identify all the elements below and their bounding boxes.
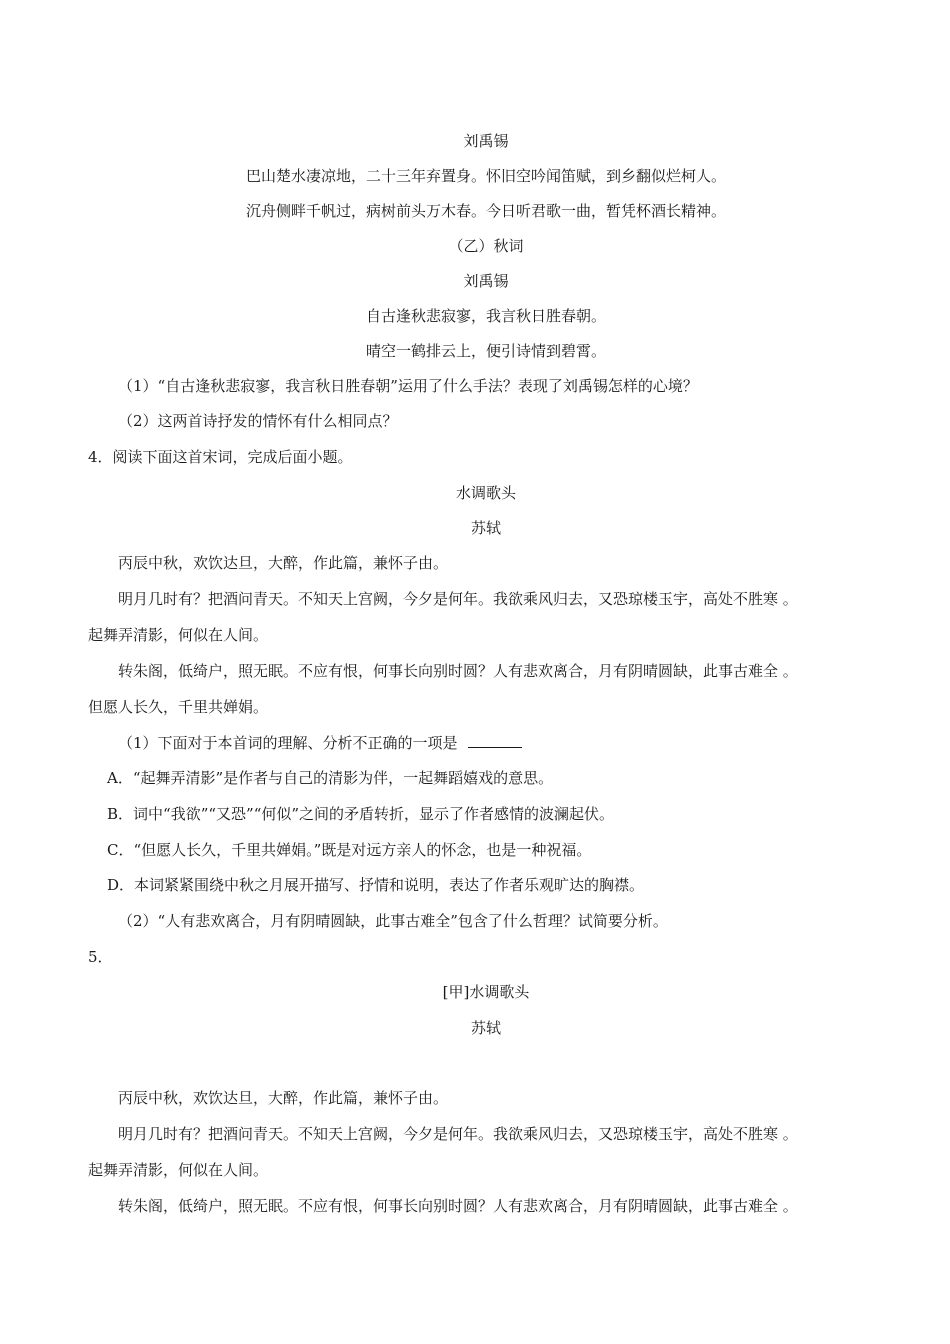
- q4-poem-title: 水调歌头: [455, 484, 516, 502]
- answer-blank: [468, 733, 522, 748]
- q5-number: 5．: [88, 948, 113, 966]
- q5-para-2a: 转朱阁，低绮户，照无眠。不应有恨，何事长向别时圆？人有悲欢离合，月有阴晴圆缺，此事古难全 。: [118, 1197, 798, 1215]
- poem-b-line-1: 自古逢秋悲寂寥，我言秋日胜春朝。: [365, 307, 606, 325]
- q4-para-2a: 转朱阁，低绮户，照无眠。不应有恨，何事长向别时圆？人有悲欢离合，月有阴晴圆缺，此事古难全 。: [118, 662, 798, 680]
- poem-b-line-2: 晴空一鹤排云上，便引诗情到碧霄。: [365, 342, 606, 360]
- q3-sub-question-1: （1）“自古逢秋悲寂寥，我言秋日胜春朝”运用了什么手法？表现了刘禹锡怎样的心境？: [118, 377, 698, 395]
- q4-para-1b: 起舞弄清影，何似在人间。: [88, 626, 269, 644]
- q4-poem-author: 苏轼: [470, 519, 501, 537]
- q4-para-2b: 但愿人长久，千里共婵娟。: [88, 698, 269, 716]
- q4-option-a: A．“起舞弄清影”是作者与自己的清影为伴，一起舞蹈嬉戏的意思。: [107, 769, 554, 787]
- q3-sub-question-2: （2）这两首诗抒发的情怀有什么相同点？: [118, 412, 398, 430]
- q5-poem-author: 苏轼: [470, 1019, 501, 1037]
- q4-intro: 4．阅读下面这首宋词，完成后面小题。: [88, 448, 353, 466]
- poem-a-line-2: 沉舟侧畔千帆过，病树前头万木春。今日听君歌一曲，暂凭杯酒长精神。: [245, 202, 726, 220]
- poem-b-author: 刘禹锡: [463, 272, 509, 290]
- q4-option-c: C．“但愿人长久，千里共婵娟。”既是对远方亲人的怀念，也是一种祝福。: [107, 841, 592, 859]
- q5-preface: 丙辰中秋，欢饮达旦，大醉，作此篇，兼怀子由。: [118, 1089, 449, 1107]
- q4-option-b: B．词中“我欲”“又恐”“何似”之间的矛盾转折，显示了作者感情的波澜起伏。: [107, 805, 615, 823]
- q4-sub-question-2: （2）“人有悲欢离合，月有阴晴圆缺，此事古难全”包含了什么哲理？试简要分析。: [118, 912, 668, 930]
- q4-sub-question-1: [118, 733, 522, 753]
- poem-a-line-1: 巴山楚水凄凉地，二十三年弃置身。怀旧空吟闻笛赋，到乡翻似烂柯人。: [245, 167, 726, 185]
- poem-a-author: 刘禹锡: [463, 132, 509, 150]
- q4-para-1a: 明月几时有？把酒问青天。不知天上宫阙，今夕是何年。我欲乘风归去，又恐琼楼玉宇，高处不胜寒 。: [118, 590, 798, 608]
- q5-para-1b: 起舞弄清影，何似在人间。: [88, 1161, 269, 1179]
- q4-option-d: D．本词紧紧围绕中秋之月展开描写、抒情和说明，表达了作者乐观旷达的胸襟。: [107, 876, 645, 894]
- q4-sub-question-1-text: （1）下面对于本首词的理解、分析不正确的一项是: [118, 734, 458, 752]
- q5-poem-title: [甲]水调歌头: [442, 983, 530, 1001]
- poem-b-title: （乙）秋词: [448, 237, 524, 255]
- q4-preface: 丙辰中秋，欢饮达旦，大醉，作此篇，兼怀子由。: [118, 554, 449, 572]
- q5-para-1a: 明月几时有？把酒问青天。不知天上宫阙，今夕是何年。我欲乘风归去，又恐琼楼玉宇，高处不胜寒 。: [118, 1125, 798, 1143]
